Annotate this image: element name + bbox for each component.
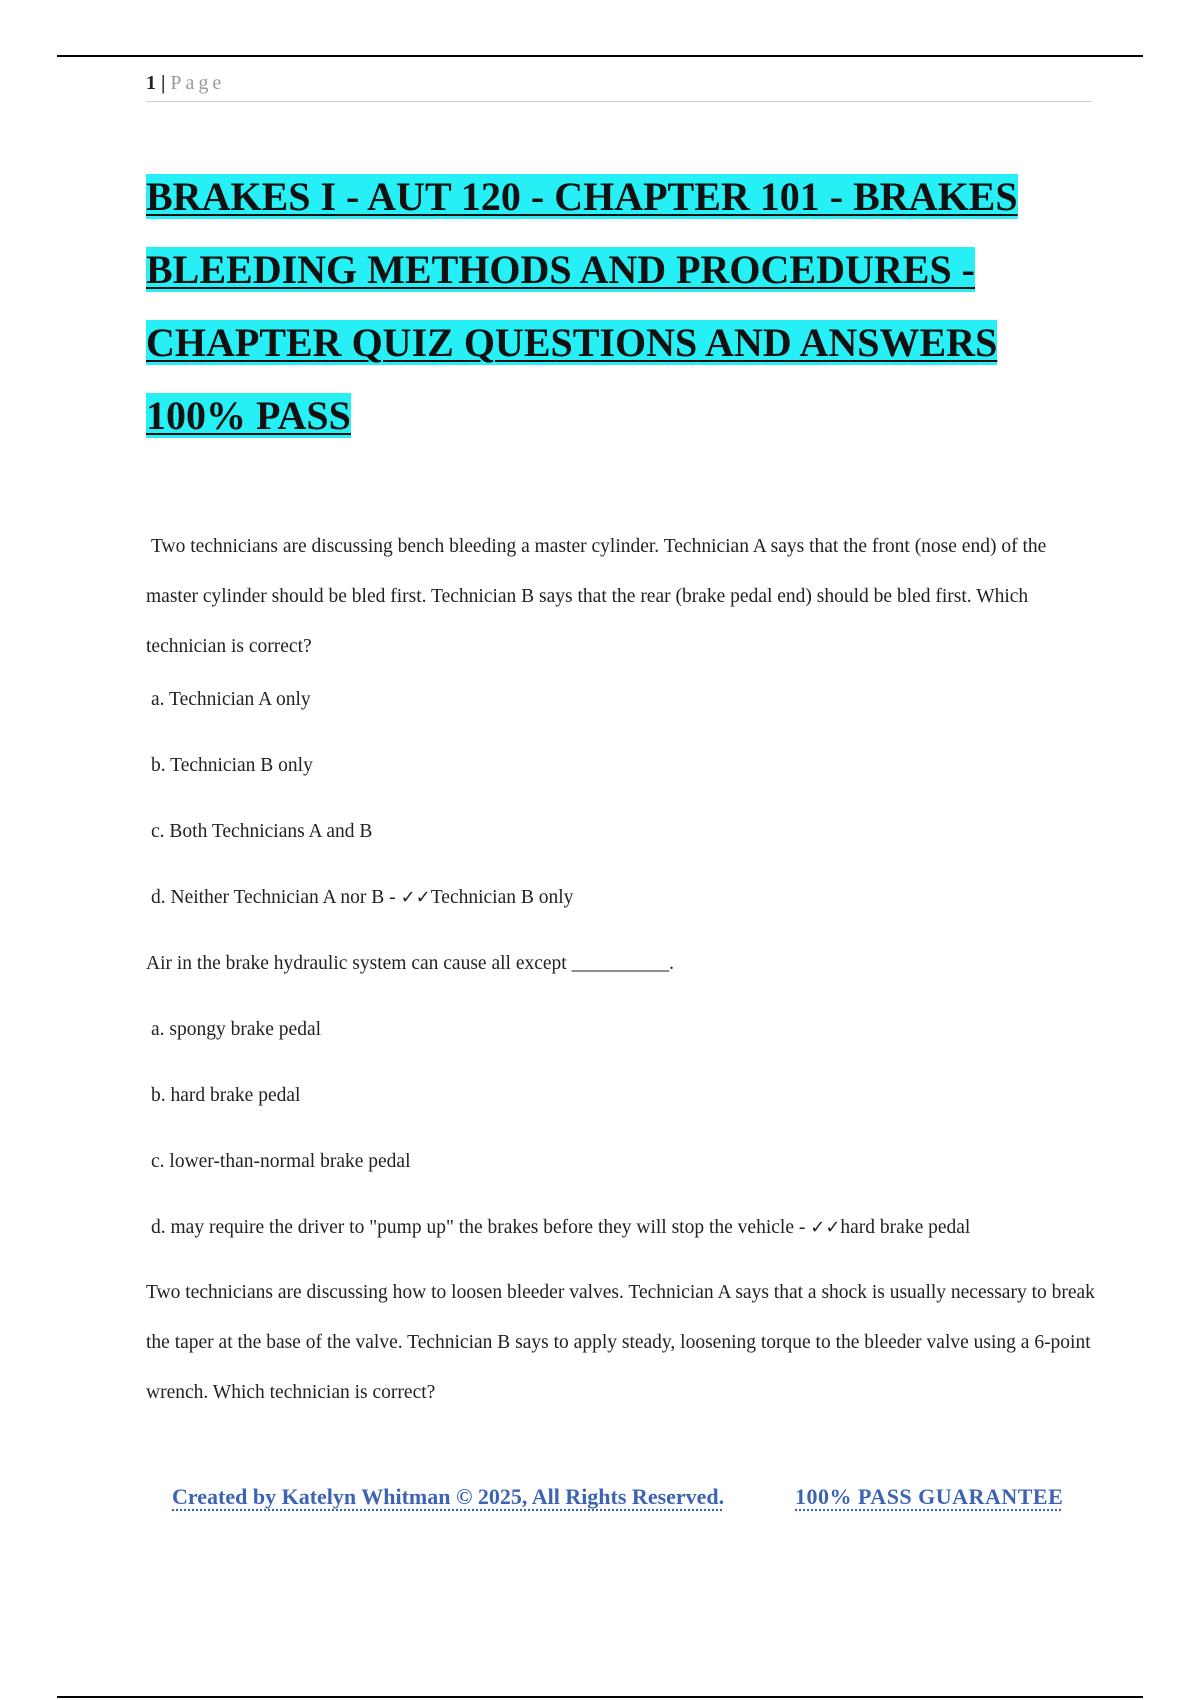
quiz-content — [146, 522, 1096, 1433]
top-rule — [57, 55, 1143, 57]
bottom-rule — [57, 1696, 1143, 1698]
page-separator: | — [161, 72, 167, 94]
page-number: 1 — [146, 72, 157, 94]
question-2-option-b: b. hard brake pedal — [151, 1085, 301, 1106]
question-1-option-d-text: d. Neither Technician A nor B - — [151, 887, 401, 908]
document-title — [146, 160, 1086, 452]
question-2-option-d — [151, 1215, 1096, 1240]
question-1-option-a: a. Technician A only — [151, 689, 311, 710]
question-2-option-c: c. lower-than-normal brake pedal — [151, 1151, 411, 1172]
question-2-answer: hard brake pedal — [840, 1217, 971, 1238]
question-1-option-d — [151, 885, 1096, 910]
question-1-option-b: b. Technician B only — [151, 755, 313, 776]
checkmark-icon: ✓✓ — [400, 887, 431, 908]
question-2-option-a: a. spongy brake pedal — [151, 1019, 322, 1040]
checkmark-icon: ✓✓ — [810, 1217, 841, 1238]
footer-copyright: Created by Katelyn Whitman © 2025, All Rights Reserved. — [172, 1484, 725, 1509]
question-1-answer: Technician B only — [430, 887, 574, 908]
footer-guarantee: 100% PASS GUARANTEE — [795, 1484, 1064, 1509]
page-footer — [0, 1484, 1200, 1524]
question-1-option-c: c. Both Technicians A and B — [151, 821, 373, 842]
question-2: Air in the brake hydraulic system can cause all except __________. — [146, 953, 674, 974]
page-label: Page — [170, 72, 226, 94]
question-2-option-d-text: d. may require the driver to "pump up" the brakes before they will stop the vehicle - — [151, 1217, 811, 1238]
question-1: Two technicians are discussing bench bleeding a master cylinder. Technician A says that the front (nose end) of the master cylinder should be bled first. Technician B says that the rear (brake pedal end) should be bled first. Which technician is correct? — [146, 536, 1047, 657]
question-3: Two technicians are discussing how to loosen bleeder valves. Technician A says that a shock is usually necessary to break the taper at the base of the valve. Technician B says to apply steady, loosening torque to the bleeder valve using a 6-point wrench. Which technician is correct? — [146, 1282, 1095, 1403]
page-header — [146, 72, 1092, 102]
document-title-text: BRAKES I - AUT 120 - CHAPTER 101 - BRAKES BLEEDING METHODS AND PROCEDURES - CHAPTER QUIZ QUESTIONS AND ANSWERS 100% PASS — [146, 174, 1018, 438]
